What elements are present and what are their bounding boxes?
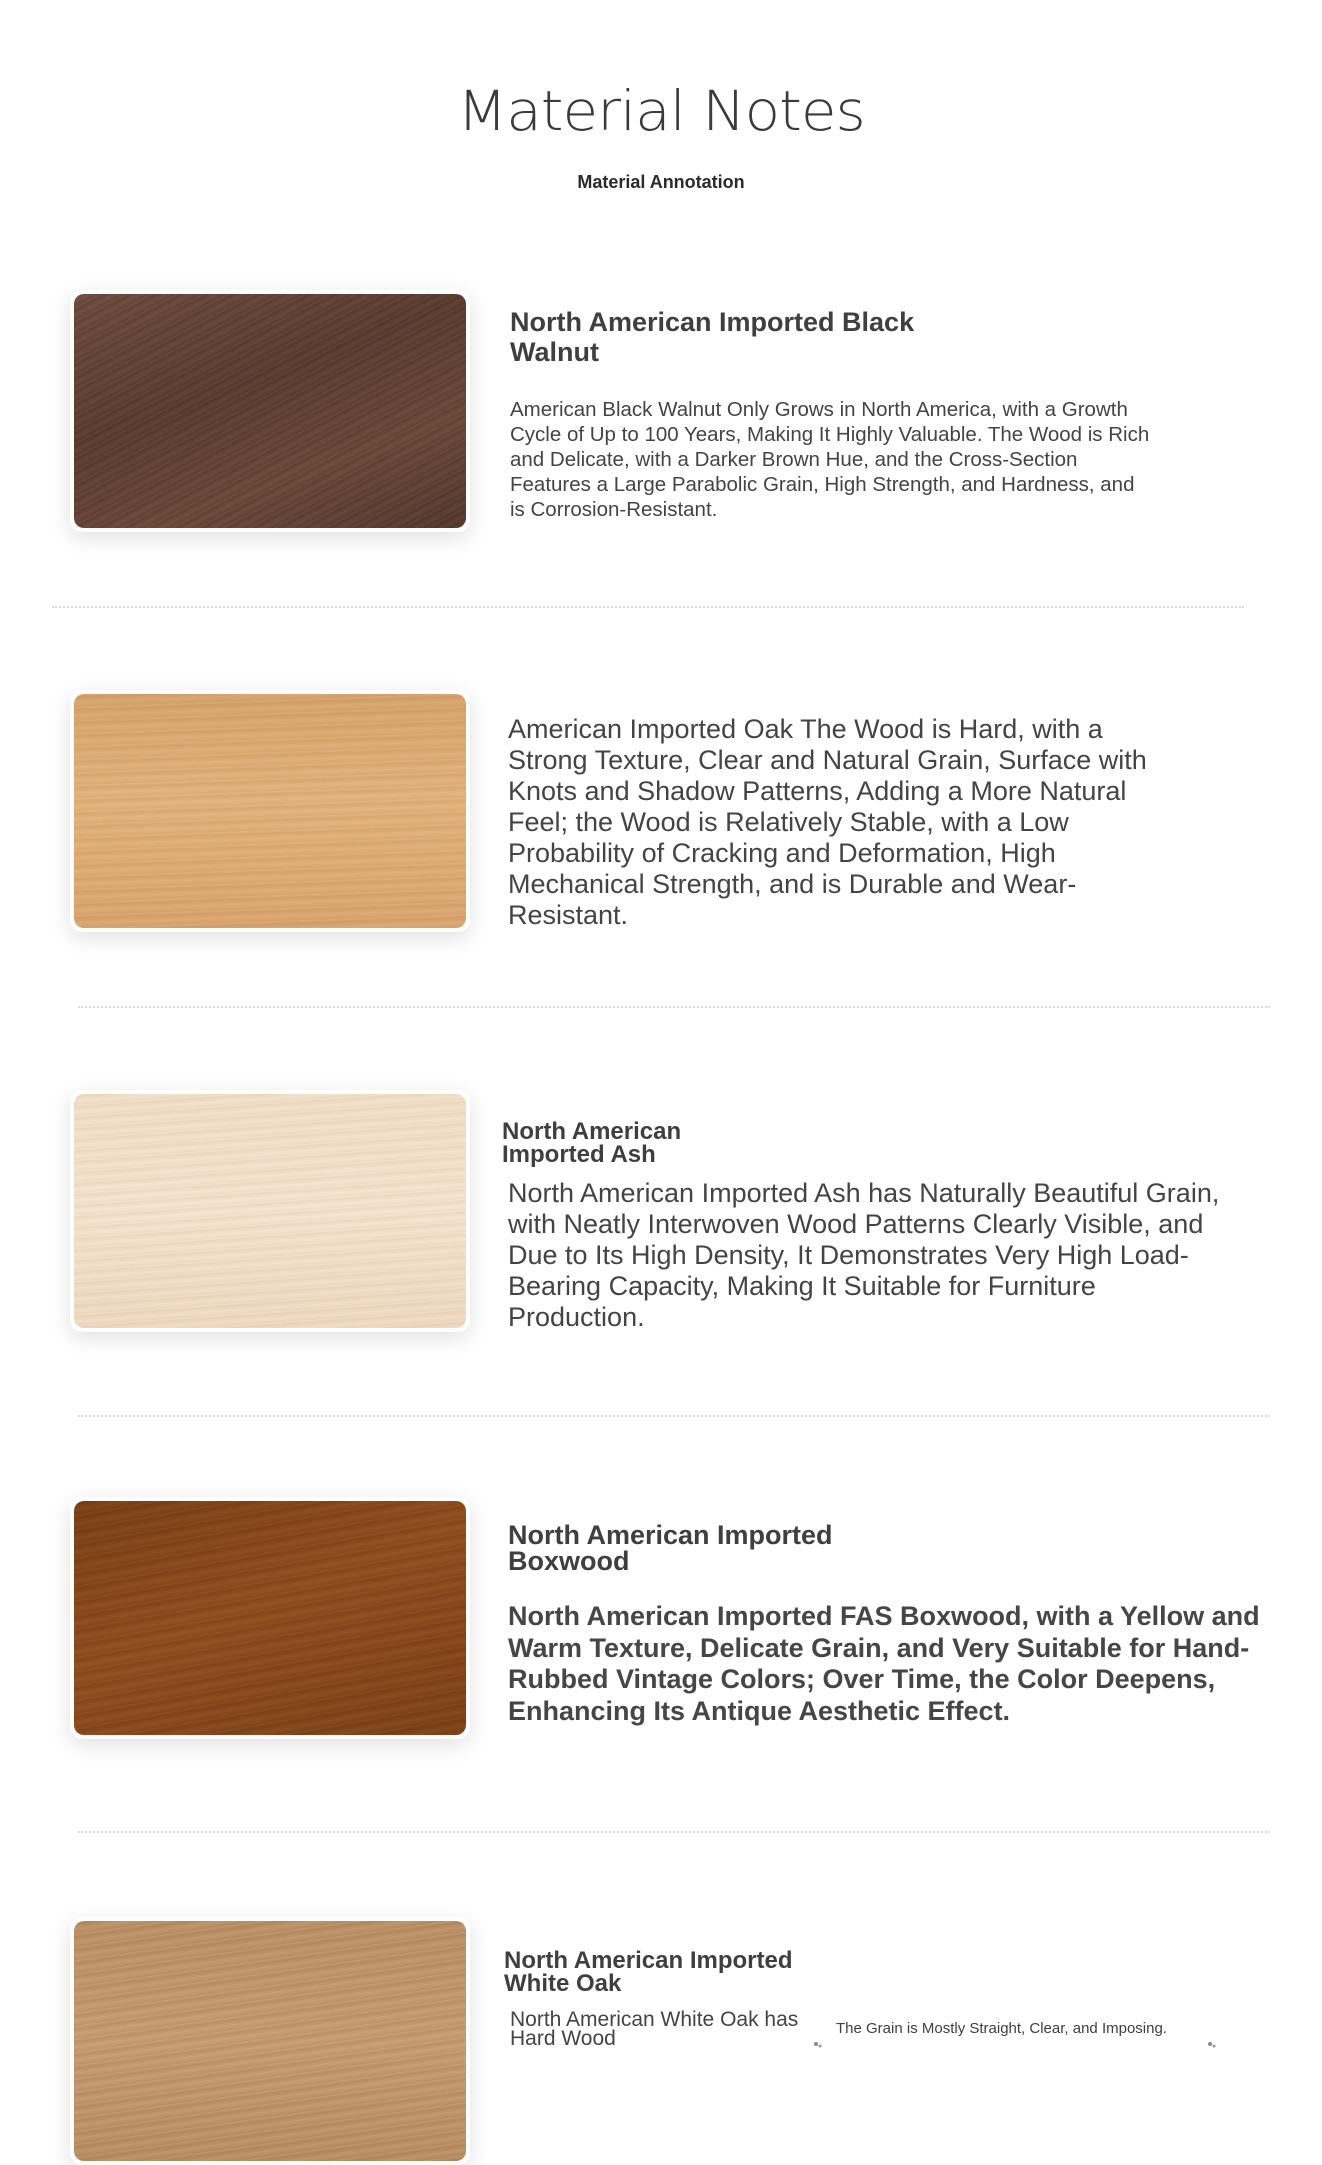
material-description: American Imported Oak The Wood is Hard, with a Strong Texture, Clear and Natural Grain, Surface with Knots and Shadow Patterns, Adding a More Natural Feel; the Wood is Relatively Stable, with a Low Probability of Cracking and Deformation, High Mechanical Strength, and is Durable and Wear-Resistant. — [508, 714, 1147, 930]
material-description: North American Imported Ash has Naturally Beautiful Grain, with Neatly Interwoven Wood Patterns Clearly Visible, and Due to Its High Density, It Demonstrates Very High Load-Bearing Capacity, Making It Suitable for Furniture Production. — [508, 1178, 1220, 1332]
boxwood-texture — [74, 1501, 466, 1735]
material-swatch-black-walnut — [70, 290, 470, 532]
section-divider — [78, 1006, 1270, 1008]
page-subtitle: Material Annotation — [577, 171, 745, 192]
material-swatch-boxwood — [70, 1497, 470, 1739]
section-divider — [78, 1831, 1270, 1833]
section-divider — [78, 1415, 1270, 1417]
material-description: North American White Oak has Hard Wood — [510, 2008, 799, 2050]
material-swatch-ash — [70, 1090, 470, 1332]
material-title: North American Imported Black Walnut — [510, 307, 915, 367]
page-header — [0, 80, 1322, 193]
material-description: North American Imported FAS Boxwood, with a Yellow and Warm Texture, Delicate Grain, and Very Suitable for Hand-Rubbed Vintage Colors; Over Time, the Color Deepens, Enhancing Its Antique Aesthetic Effect. — [508, 1601, 1260, 1726]
material-title: North American Imported White Oak — [504, 1947, 793, 1997]
page-title: Material Notes — [457, 78, 865, 144]
section-divider — [52, 606, 1244, 608]
white-oak-texture — [74, 1921, 466, 2161]
material-title: North American Imported Boxwood — [508, 1520, 833, 1576]
ash-texture — [74, 1094, 466, 1328]
oak-texture — [74, 694, 466, 928]
material-swatch-white-oak — [70, 1917, 470, 2165]
material-swatch-oak — [70, 690, 470, 932]
material-description: American Black Walnut Only Grows in North America, with a Growth Cycle of Up to 100 Years, Making It Highly Valuable. The Wood is Rich and Delicate, with a Darker Brown Hue, and the Cross-Section Features a Large Parabolic Grain, High Strength, and Hardness, and is Corrosion-Resistant. — [510, 398, 1150, 521]
black-walnut-texture — [74, 294, 466, 528]
decorative-grain-marks — [806, 2038, 1226, 2048]
material-note: The Grain is Mostly Straight, Clear, and Imposing. — [836, 2020, 1167, 2037]
material-title: North American Imported Ash — [502, 1118, 682, 1168]
